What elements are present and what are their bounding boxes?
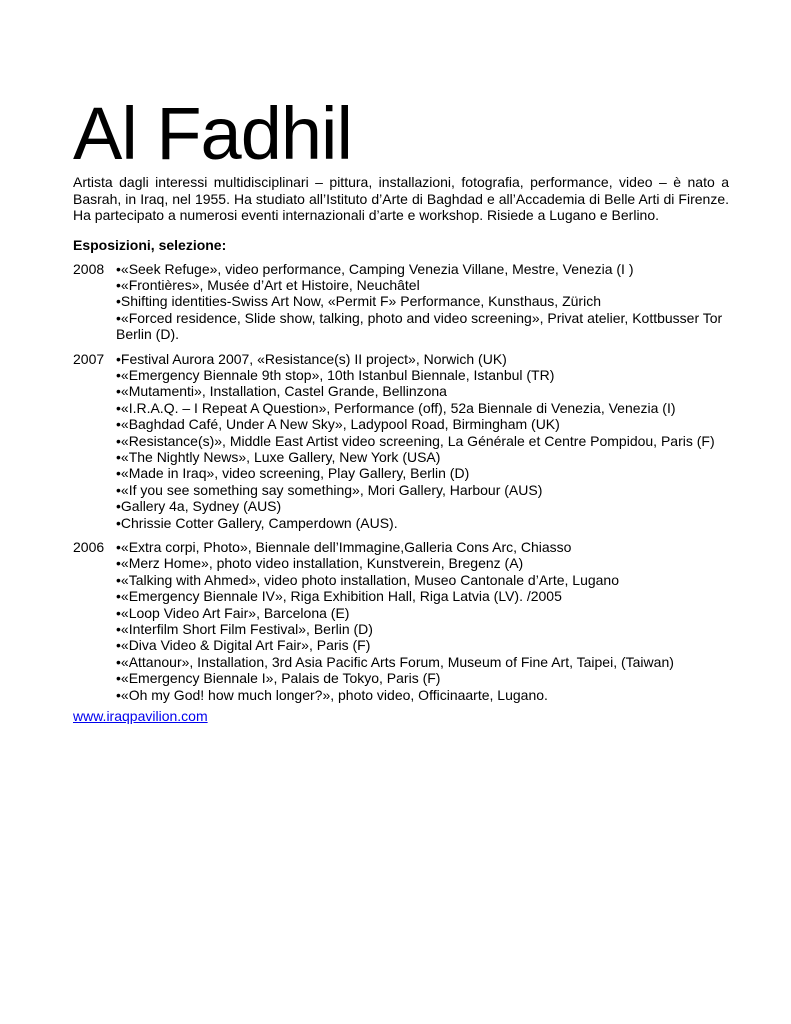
exhibition-entry: •«Oh my God! how much longer?», photo video, Officinaarte, Lugano.	[116, 686, 548, 703]
year-block-2007	[73, 351, 729, 531]
exhibition-entry: •Festival Aurora 2007, «Resistance(s) II project», Norwich (UK)	[116, 350, 507, 367]
exhibition-entry: •«Interfilm Short Film Festival», Berlin (D)	[116, 621, 373, 638]
exhibition-entry: •«Forced residence, Slide show, talking, photo and video screening», Privat atelier, Kottbusser Tor Berlin (D).	[116, 309, 723, 343]
exhibition-entry: •«Diva Video & Digital Art Fair», Paris (F)	[116, 637, 371, 654]
exhibition-entry: •Chrissie Cotter Gallery, Camperdown (AUS).	[116, 514, 398, 531]
exhibition-entry: •«I.R.A.Q. – I Repeat A Question», Performance (off), 52a Biennale di Venezia, Venezia (I)	[116, 399, 676, 416]
exhibition-entry: •«Emergency Biennale IV», Riga Exhibition Hall, Riga Latvia (LV). /2005	[116, 588, 562, 605]
year-label: 2006	[73, 539, 105, 555]
exhibition-entry: •«Talking with Ahmed», video photo installation, Museo Cantonale d’Arte, Lugano	[116, 571, 620, 588]
year-block-2006	[73, 539, 729, 703]
exhibitions-heading: Esposizioni, selezione:	[73, 236, 227, 253]
artist-biography: Artista dagli interessi multidisciplinari – pittura, installazioni, fotografia, performance, video – è nato a Basrah, in Iraq, nel 1955. Ha studiato all’Istituto d’Arte di Baghdad e all’Accademia di Belle Arti di Firenze. Ha partecipato a numerosi eventi internazionali d’arte e workshop. Risiede a Lugano e Berlino.	[73, 174, 729, 223]
exhibition-entry: •«Loop Video Art Fair», Barcelona (E)	[116, 604, 350, 621]
exhibition-list	[116, 261, 729, 343]
exhibition-entry: •«Attanour», Installation, 3rd Asia Pacific Arts Forum, Museum of Fine Art, Taipei, (Taiwan)	[116, 653, 674, 670]
exhibition-entry: •«Merz Home», photo video installation, Kunstverein, Bregenz (A)	[116, 555, 524, 572]
year-block-2008	[73, 261, 729, 343]
exhibition-list	[116, 539, 729, 703]
exhibition-entry: •«Resistance(s)», Middle East Artist video screening, La Générale et Centre Pompidou, Paris (F)	[116, 432, 715, 449]
exhibition-entry: •«Baghdad Café, Under A New Sky», Ladypool Road, Birmingham (UK)	[116, 416, 560, 433]
exhibition-entry: •«Mutamenti», Installation, Castel Grande, Bellinzona	[116, 383, 447, 400]
exhibition-entry: •Gallery 4a, Sydney (AUS)	[116, 498, 282, 515]
exhibition-entry: •Shifting identities-Swiss Art Now, «Permit F» Performance, Kunsthaus, Zürich	[116, 293, 601, 310]
exhibition-entry: •«Made in Iraq», video screening, Play Gallery, Berlin (D)	[116, 465, 470, 482]
year-label: 2008	[73, 260, 105, 277]
artist-name-title: Al Fadhil	[73, 92, 352, 175]
year-label: 2007	[73, 350, 105, 367]
document-page	[73, 92, 729, 726]
exhibition-entry: •«Extra corpi, Photo», Biennale dell’Immagine,Galleria Cons Arc, Chiasso	[116, 539, 572, 555]
exhibition-entry: •«If you see something say something», Mori Gallery, Harbour (AUS)	[116, 481, 543, 498]
website-link[interactable]: www.iraqpavilion.com	[73, 708, 208, 725]
exhibition-list	[116, 351, 729, 531]
exhibition-entry: •«Seek Refuge», video performance, Camping Venezia Villane, Mestre, Venezia (I )	[116, 260, 634, 277]
exhibition-entry: •«The Nightly News», Luxe Gallery, New York (USA)	[116, 448, 441, 465]
exhibition-entry: •«Emergency Biennale 9th stop», 10th Istanbul Biennale, Istanbul (TR)	[116, 366, 555, 383]
exhibition-entry: •«Frontières», Musée d’Art et Histoire, Neuchâtel	[116, 276, 420, 293]
exhibition-entry: •«Emergency Biennale I», Palais de Tokyo, Paris (F)	[116, 670, 441, 687]
